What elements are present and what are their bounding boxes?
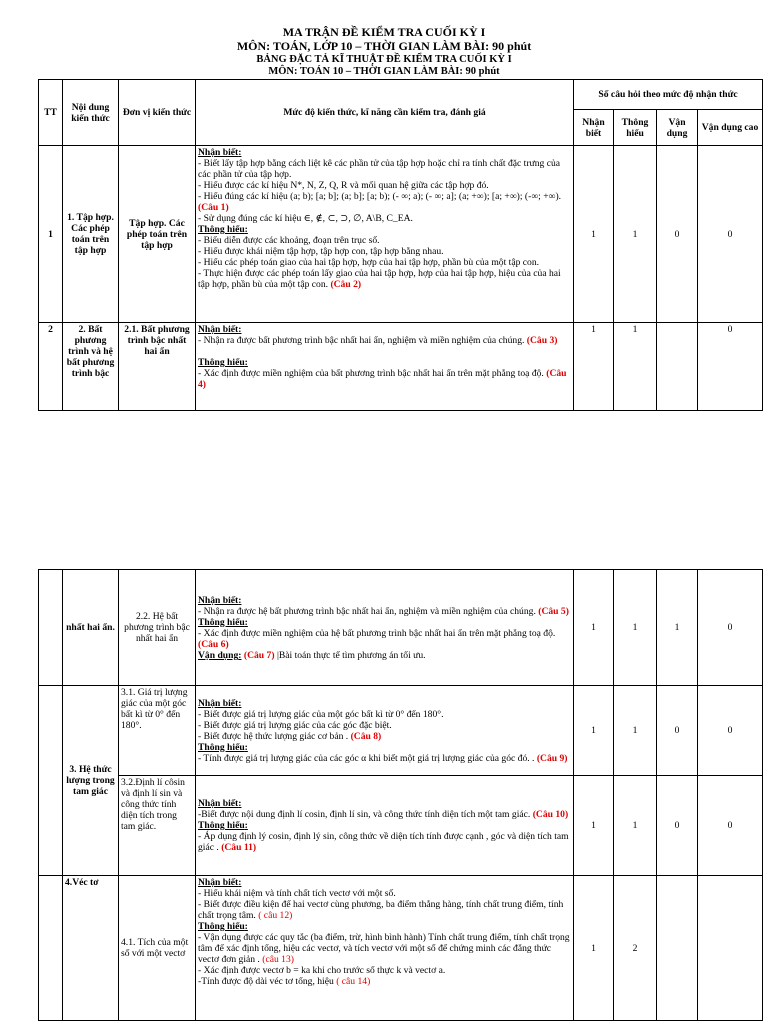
label-nhanbiet: Nhận biết:	[198, 798, 242, 809]
count-vandungcao: 0	[698, 146, 763, 323]
row-noidung: 1. Tập hợp. Các phép toán trên tập hợp	[63, 146, 119, 323]
count-thonghieu: 1	[614, 146, 657, 323]
count-thonghieu: 1	[614, 570, 657, 686]
row-donvi: 3.2.Định lí côsin và định lí sin và công thức tính diện tích trong tam giác.	[119, 776, 196, 876]
col-header-thonghieu: Thông hiểu	[614, 110, 657, 146]
count-nhanbiet: 1	[574, 686, 614, 776]
row-tt	[39, 686, 63, 876]
criterion-text: - Sử dụng đúng các kí hiệu ∈, ∉, ⊂, ⊃, ∅, A\B, C_EA.	[198, 213, 413, 224]
label-thonghieu: Thông hiểu:	[198, 616, 248, 628]
row-mucdo	[196, 323, 574, 411]
count-nhanbiet: 1	[574, 776, 614, 876]
row-mucdo	[196, 876, 574, 1021]
criterion-text: - Hiểu khái niệm và tính chất tích vectơ với một số.	[198, 888, 396, 899]
count-vandung: 0	[657, 776, 698, 876]
label-thonghieu: Thông hiểu:	[198, 820, 248, 831]
row-mucdo	[196, 686, 574, 776]
label-vandung: Vận dụng:	[198, 649, 242, 661]
row-tt	[39, 570, 63, 686]
col-header-tt: TT	[39, 80, 63, 146]
count-vandung	[657, 323, 698, 411]
question-ref: (Câu 3)	[526, 335, 558, 346]
count-thonghieu: 1	[614, 776, 657, 876]
criterion-text: - Áp dụng định lý cosin, định lý sin, công thức về diện tích tính được cạnh , góc và diện tích tam giác . (Câu 11)	[198, 831, 569, 853]
count-vandungcao: 0	[698, 686, 763, 776]
count-vandungcao	[698, 876, 763, 1021]
row-noidung: nhất hai ẩn.	[63, 570, 119, 686]
col-header-socau: Số câu hỏi theo mức độ nhận thức	[574, 80, 763, 110]
count-thonghieu: 1	[614, 323, 657, 411]
row-donvi: 3.1. Giá trị lượng giác của một góc bất kì từ 0° đến 180°.	[119, 686, 196, 776]
row-donvi: 2.2. Hệ bất phương trình bậc nhất hai ẩn	[119, 570, 196, 686]
row-tt	[39, 876, 63, 1021]
label-nhanbiet: Nhận biết:	[198, 594, 242, 606]
row-mucdo	[196, 146, 574, 323]
table-row	[39, 323, 763, 411]
criterion-text: - Biểu diễn được các khoảng, đoạn trên trục số.	[198, 235, 380, 246]
criterion-text: - Vận dụng được các quy tắc (ba điểm, trừ, hình bình hành) Tính chất trung điểm, tính chất trọng tâm để xác định tổng, hiệu các vectơ, và tích vectơ với một số để chứng minh các đẳng thức vectơ đơn giản . (câu 13)	[198, 932, 570, 965]
row-tt: 1	[39, 146, 63, 323]
col-header-donvi: Đơn vị kiến thức	[119, 80, 196, 146]
question-ref: (Câu 11)	[221, 842, 257, 853]
row-donvi: 4.1. Tích của một số với một vectơ	[119, 876, 196, 1021]
title-line-1: MA TRẬN ĐỀ KIỂM TRA CUỐI KỲ I	[282, 25, 486, 39]
count-vandungcao: 0	[698, 323, 763, 411]
count-nhanbiet: 1	[574, 146, 614, 323]
criterion-text: - Biết được giá trị lượng giác của các góc đặc biệt.	[198, 719, 392, 731]
row-noidung: 2. Bất phương trình và hệ bất phương trình bậc	[63, 323, 119, 411]
question-ref: (Câu 6)	[198, 638, 229, 650]
criterion-text: - Biết được hệ thức lượng giác cơ bản . (Câu 8)	[198, 730, 382, 742]
label-thonghieu: Thông hiểu:	[198, 921, 248, 932]
col-header-noidung: Nội dung kiến thức	[63, 80, 119, 146]
criterion-text: - Biết lấy tập hợp bằng cách liệt kê các phần tử của tập hợp hoặc chỉ ra tính chất đặc trưng của các phần tử của tập hợp.	[198, 158, 561, 180]
criterion-text: - Nhận ra được hệ bất phương trình bậc nhất hai ẩn, nghiệm và miền nghiệm của chúng. (Câu 5)	[198, 605, 569, 617]
title-line-2: MÔN: TOÁN, LỚP 10 – THỜI GIAN LÀM BÀI: 90 phút	[236, 39, 532, 53]
row-mucdo	[196, 570, 574, 686]
question-ref: (Câu 5)	[538, 605, 569, 617]
row-donvi-text: 2.1. Bất phương trình bậc nhất hai ẩn	[124, 324, 190, 357]
table-row	[39, 570, 763, 686]
row-noidung: 4.Véc tơ	[63, 876, 119, 1021]
question-ref: (Câu 2)	[330, 279, 362, 290]
criterion-text: - Nhận ra được bất phương trình bậc nhất hai ẩn, nghiệm và miền nghiệm của chúng. (Câu 3)	[198, 335, 558, 346]
row-mucdo	[196, 776, 574, 876]
criterion-text: - Thực hiện được các phép toán lấy giao của hai tập hợp, hợp của hai tập hợp, hiệu của của hai tập hợp, phần bù của một tập con. (Câu 2)	[198, 268, 561, 290]
criterion-text: - Hiểu đúng các kí hiệu (a; b); [a; b]; (a; b]; [a; b); (- ∞; a); (- ∞; a]; (a; +∞); [a; +∞); (-∞; +∞).(Câu 1)	[198, 191, 562, 213]
label-nhanbiet: Nhận biết:	[198, 147, 242, 158]
count-nhanbiet: 1	[574, 323, 614, 411]
label-nhanbiet: Nhận biết:	[198, 877, 242, 888]
criterion-text: - Tính được giá trị lượng giác của các góc α khi biết một giá trị lượng giác của góc đó. . (Câu 9)	[198, 752, 568, 764]
count-vandung: 0	[657, 686, 698, 776]
count-thonghieu: 2	[614, 876, 657, 1021]
criterion-text: - Xác định được miền nghiệm của bất phương trình bậc nhất hai ẩn trên mặt phẳng toạ độ. (Câu 4)	[198, 368, 567, 390]
criterion-text: -Tính được độ dài véc tơ tổng, hiệu ( câu 14)	[198, 976, 371, 987]
col-header-vandungcao: Vận dụng cao	[698, 110, 763, 146]
count-vandung	[657, 876, 698, 1021]
count-vandung: 0	[657, 146, 698, 323]
col-header-mucdo: Mức độ kiến thức, kĩ năng cần kiểm tra, đánh giá	[196, 80, 574, 146]
question-ref: (Câu 4)	[198, 368, 567, 390]
criterion-text: - Biết được giá trị lượng giác của một góc bất kì từ 0° đến 180°.	[198, 708, 444, 720]
spec-table-part-1	[38, 79, 763, 411]
table-row	[39, 776, 763, 876]
question-ref: ( câu 14)	[336, 976, 371, 987]
row-donvi	[119, 323, 196, 411]
table-row	[39, 686, 763, 776]
col-header-nhanbiet: Nhận biết	[574, 110, 614, 146]
question-ref: (Câu 1)	[198, 202, 229, 213]
count-nhanbiet: 1	[574, 570, 614, 686]
question-ref: (Câu 10)	[532, 809, 569, 820]
label-thonghieu: Thông hiểu:	[198, 741, 248, 753]
row-donvi: Tập hợp. Các phép toán trên tập hợp	[119, 146, 196, 323]
label-nhanbiet: Nhận biết:	[198, 697, 242, 709]
count-thonghieu: 1	[614, 686, 657, 776]
question-ref: ( câu 12)	[258, 910, 293, 921]
label-thonghieu: Thông hiểu:	[198, 224, 248, 235]
criterion-text: - Hiểu các phép toán giao của hai tập hợp, hợp của hai tập hợp, phần bù của một tập con.	[198, 257, 540, 268]
row-noidung: 3. Hệ thức lượng trong tam giác	[63, 686, 119, 876]
count-nhanbiet: 1	[574, 876, 614, 1021]
question-ref: (Câu 8)	[350, 730, 382, 742]
question-ref: (câu 13)	[262, 954, 294, 965]
row-tt: 2	[39, 323, 63, 411]
count-vandungcao: 0	[698, 776, 763, 876]
title-line-4: MÔN: TOÁN 10 – THỜI GIAN LÀM BÀI: 90 phút	[268, 66, 500, 77]
question-ref: (Câu 9)	[536, 752, 568, 764]
criterion-text: - Hiểu được khái niệm tập hợp, tập hợp con, tập hợp bằng nhau.	[198, 246, 444, 257]
table-row	[39, 146, 763, 323]
criterion-text: Vận dụng: (Câu 7) |Bài toán thực tế tìm phương án tối ưu.	[198, 649, 426, 661]
count-vandung: 1	[657, 570, 698, 686]
title-line-3: BẢNG ĐẶC TẢ KĨ THUẬT ĐỀ KIỂM TRA CUỐI KỲ I	[256, 54, 512, 65]
count-vandungcao: 0	[698, 570, 763, 686]
criterion-text: - Hiểu được các kí hiệu N*, N, Z, Q, R và mối quan hệ giữa các tập hợp đó.	[198, 180, 489, 191]
criterion-text: - Biết được điều kiện để hai vectơ cùng phương, ba điểm thẳng hàng, tính chất trung điểm, tính chất trọng tâm. ( câu 12)	[198, 899, 564, 921]
question-ref: (Câu 7)	[243, 649, 275, 661]
spec-table-part-2	[38, 569, 763, 1021]
label-thonghieu: Thông hiểu:	[198, 357, 248, 368]
criterion-text: -Biết được nội dung định lí cosin, định lí sin, và công thức tính diện tích một tam giác. (Câu 10)	[198, 809, 569, 820]
label-nhanbiet: Nhận biết:	[198, 324, 242, 335]
criterion-text: - Xác định được miền nghiệm của hệ bất phương trình bậc nhất hai ẩn trên mặt phẳng toạ độ. (Câu 6)	[198, 627, 556, 650]
col-header-vandung: Vận dụng	[657, 110, 698, 146]
criterion-text: - Xác định được vectơ b = ka khi cho trước số thực k và vectơ a.	[198, 965, 446, 976]
table-row	[39, 876, 763, 1021]
